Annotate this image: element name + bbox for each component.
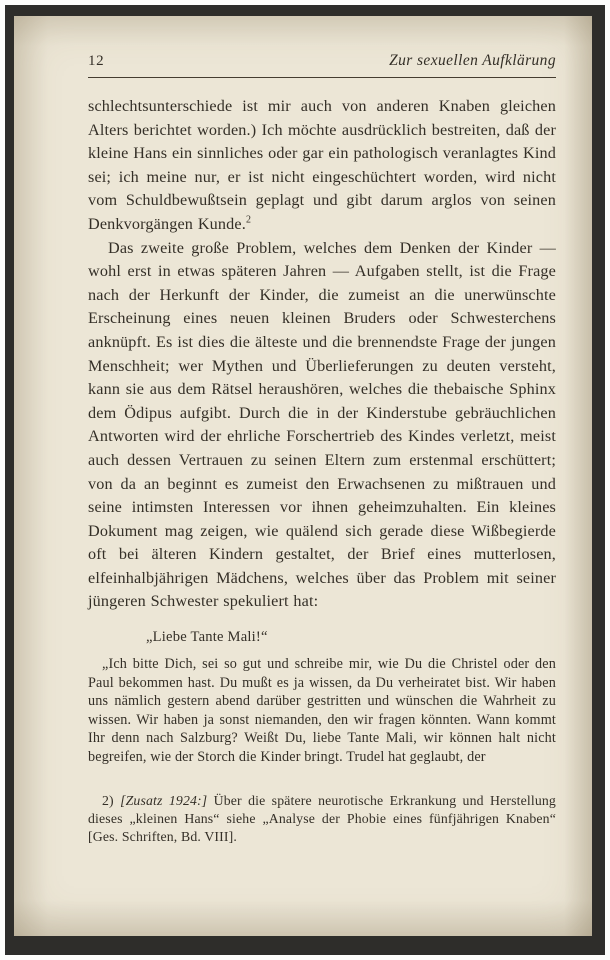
footnote-reference: 2: [245, 214, 252, 226]
header-rule: [88, 77, 556, 78]
running-title: Zur sexuellen Aufklärung: [389, 52, 556, 69]
paragraph-main: Das zweite große Problem, welches dem Denken der Kinder — wohl erst in etwas späteren Jahren — Aufgaben stellt, ist die Frage nach der Herkunft der Kinder, die zumeist an die unerwünschte Erscheinung eines neuen kleinen Bruders oder Schwesterchens anknüpft. Es ist dies die älteste und die brennendste Frage der jungen Menschheit; wer Mythen und Überlieferungen zu deuten versteht, kann sie aus dem Rätsel heraushören, welches die thebaische Sphinx dem Ödipus aufgibt. Durch die in der Kinderstube gebräuchlichen Antworten wird der ehrliche Forschertrieb des Kindes verletzt, meist auch dessen Vertrauen zu seinen Eltern zum erstenmal erschüttert; von da an beginnt es zumeist den Erwachsenen zu mißtrauen und seine intimsten Interessen vor ihnen geheimzuhalten. Ein kleines Dokument mag zeigen, wie quälend sich gerade diese Wißbegierde oft bei älteren Kindern gestaltet, der Brief eines mutterlosen, elfeinhalbjährigen Mädchens, welches über das Problem mit seiner jüngeren Schwester spekuliert hat:: [88, 238, 556, 611]
footnote: [88, 792, 556, 847]
scan-frame: [5, 5, 605, 955]
page-number: 12: [88, 53, 105, 69]
paragraph-continued-text: schlechtsunterschiede ist mir auch von anderen Knaben gleichen Alters berichtet worden.) Ich möchte ausdrücklich bestreiten, daß der kleine Hans ein sinnliches oder gar ein pathologisch veranlagtes Kind sei; ich meine nur, er ist nicht eingeschüchtert worden, wird nicht vom Schuldbewußtsein geplagt und gibt darum arglos von seinen Denkvorgängen Kunde.: [88, 97, 556, 233]
footnote-marker: 2): [102, 792, 114, 808]
letter-body: „Ich bitte Dich, sei so gut und schreibe mir, wie Du die Christel oder den Paul bekommen hast. Du mußt es ja wissen, da Du verheiratet bist. Wir haben uns nämlich gestern abend darüber gestritten und wünschen die Wahrheit zu wissen. Wir haben ja sonst niemanden, den wir fragen könnten. Wann kommt Ihr denn nach Salzburg? Weißt Du, liebe Tante Mali, wir können halt nicht begreifen, wie der Storch die Kinder bringt. Trudel hat geglaubt, der: [88, 656, 556, 766]
footnote-text: Über die spätere neurotische Erkrankung und Herstellung dieses „kleinen Hans“ siehe „Analyse der Phobie eines fünfjährigen Knaben“ [Ges. Schriften, Bd. VIII].: [88, 792, 556, 845]
page-header: [88, 52, 556, 70]
letter-salutation: „Liebe Tante Mali!“: [146, 629, 268, 646]
footnote-zusatz-label: [Zusatz 1924:]: [120, 792, 208, 808]
paragraph-continued: [88, 95, 556, 237]
book-page: [14, 16, 592, 936]
